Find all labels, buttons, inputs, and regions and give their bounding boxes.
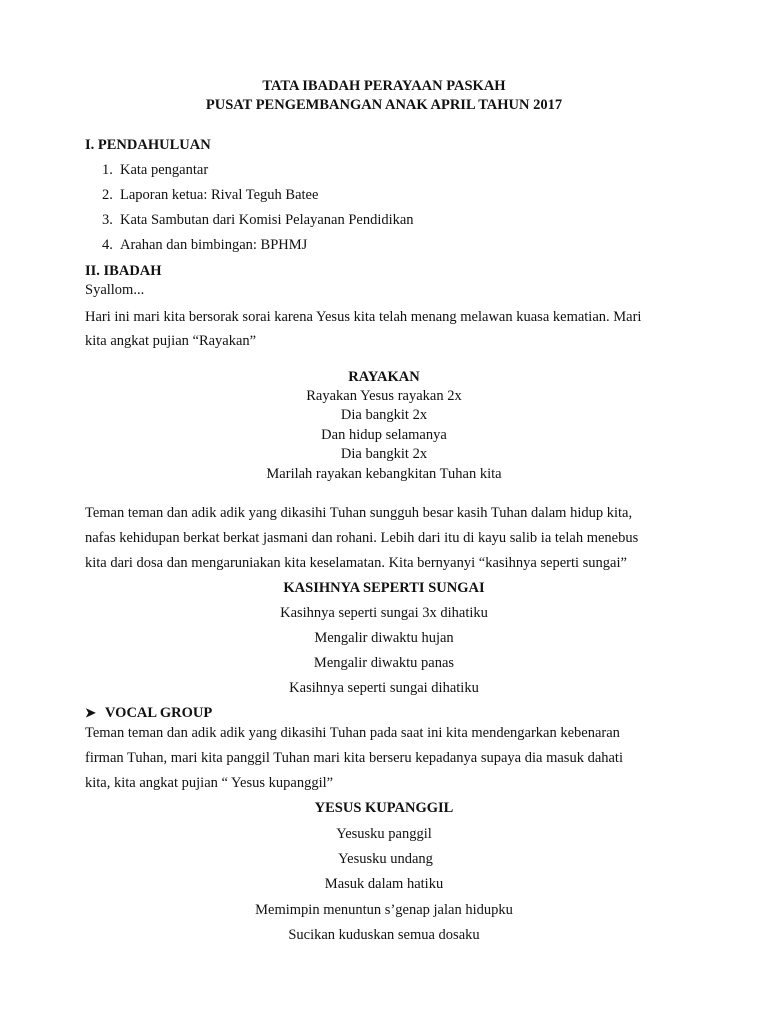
song-title-kasihnya: KASIHNYA SEPERTI SUNGAI [283,580,485,596]
paragraph-line: kita, kita angkat pujian “ Yesus kupanggil” [85,775,334,791]
lyric-line: Yesusku undang [335,851,433,867]
paragraph-line: Teman teman dan adik adik yang dikasihi Tuhan sungguh besar kasih Tuhan dalam hidup kita, [85,505,633,521]
list-number: 4. [102,237,113,253]
section-heading-ibadah: II. IBADAH [85,263,162,279]
arrow-bullet-icon: ➤ [85,705,96,720]
paragraph-line: kita dari dosa dan mengaruniakan kita keselamatan. Kita bernyanyi “kasihnya seperti sungai” [85,555,627,571]
lyric-line: Mengalir diwaktu hujan [314,630,454,646]
lyric-line: Rayakan Yesus rayakan 2x [306,388,462,404]
paragraph-line: Teman teman dan adik adik yang dikasihi Tuhan pada saat ini kita mendengarkan kebenaran [85,725,620,741]
greeting-text: Syallom... [85,282,145,298]
lyric-line: Memimpin menuntun s’genap jalan hidupku [255,902,513,918]
list-item [102,162,208,179]
list-item [102,212,414,229]
vocal-group-heading [85,705,212,722]
lyric-line: Kasihnya seperti sungai 3x dihatiku [280,605,488,621]
lyric-line: Masuk dalam hatiku [324,876,444,892]
list-item [102,187,318,204]
list-text: Kata pengantar [120,162,209,178]
lyric-line: Marilah rayakan kebangkitan Tuhan kita [266,466,502,482]
document-title-line2: PUSAT PENGEMBANGAN ANAK APRIL TAHUN 2017 [205,97,563,113]
section-heading-pendahuluan: I. PENDAHULUAN [85,137,211,153]
lyric-line: Dia bangkit 2x [340,407,428,423]
lyric-line: Dia bangkit 2x [340,446,428,462]
song-title-rayakan: RAYAKAN [348,369,420,385]
song-title-yesus-kupanggil: YESUS KUPANGGIL [314,800,454,816]
lyric-line: Kasihnya seperti sungai dihatiku [289,680,479,696]
list-text: Laporan ketua: Rival Teguh Batee [120,187,319,203]
paragraph-line: firman Tuhan, mari kita panggil Tuhan mari kita berseru kepadanya supaya dia masuk dahati [85,750,623,766]
lyric-line: Sucikan kuduskan semua dosaku [288,927,480,943]
vocal-group-label: VOCAL GROUP [105,705,213,721]
list-number: 3. [102,212,113,228]
paragraph-line: kita angkat pujian “Rayakan” [85,333,257,349]
lyric-line: Dan hidup selamanya [321,427,447,443]
lyric-line: Mengalir diwaktu panas [313,655,455,671]
list-item [102,237,307,254]
list-number: 1. [102,162,113,178]
list-text: Kata Sambutan dari Komisi Pelayanan Pendidikan [120,212,414,228]
document-title-line1: TATA IBADAH PERAYAAN PASKAH [262,78,506,94]
paragraph-line: nafas kehidupan berkat berkat jasmani dan rohani. Lebih dari itu di kayu salib ia telah menebus [85,530,639,546]
paragraph-line: Hari ini mari kita bersorak sorai karena Yesus kita telah menang melawan kuasa kematian. Mari [85,309,642,325]
list-text: Arahan dan bimbingan: BPHMJ [120,237,308,253]
list-number: 2. [102,187,113,203]
lyric-line: Yesusku panggil [336,826,432,842]
